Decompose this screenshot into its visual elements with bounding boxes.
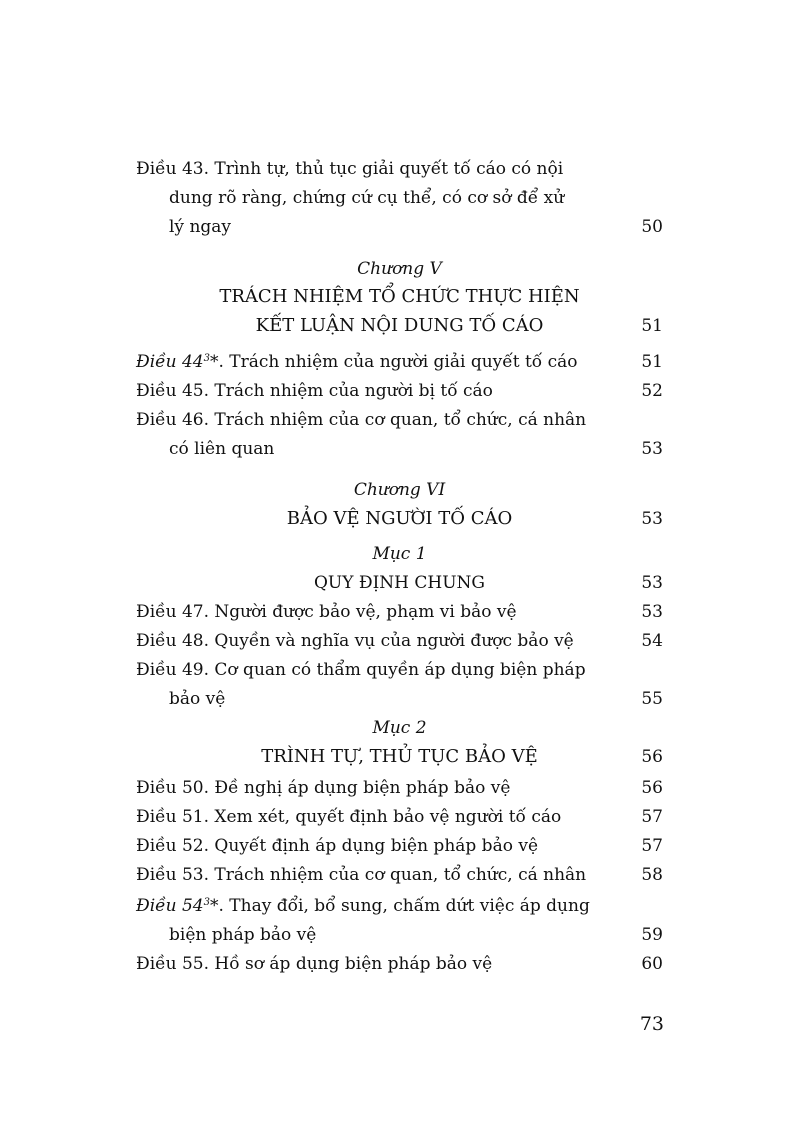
toc-entry-text [136, 348, 578, 376]
toc-entry-text: Điều 52. Quyết định áp dụng biện pháp bảo vệ [136, 836, 539, 856]
article-title: . Thay đổi, bổ sung, chấm dứt việc áp dụng [218, 896, 590, 916]
section-title-text: QUY ĐỊNH CHUNG [313, 573, 486, 593]
chapter-title-text: BẢO VỆ NGƯỜI TỐ CÁO [286, 508, 513, 529]
toc-entry-text: Điều 47. Người được bảo vệ, phạm vi bảo vệ [136, 602, 517, 622]
toc-page-number: 57 [641, 836, 663, 856]
footnote-marker: 3 [203, 353, 210, 364]
toc-entry-text: có liên quan [169, 439, 275, 459]
article-prefix: Điều 54 [136, 896, 204, 916]
toc-page-number: 54 [641, 631, 663, 651]
toc-entry-text: Điều 50. Đề nghị áp dụng biện pháp bảo vệ [136, 778, 511, 798]
toc-page-number: 55 [641, 689, 663, 709]
toc-page-number: 59 [641, 925, 663, 945]
article-prefix: Điều 44 [136, 352, 204, 372]
toc-entry-text: Điều 49. Cơ quan có thẩm quyền áp dụng biện pháp [136, 660, 586, 680]
amendment-marker: * [209, 896, 219, 916]
toc-entry-text: lý ngay [169, 217, 232, 237]
toc-page-number: 53 [641, 439, 663, 459]
section-label-text: Mục 1 [372, 544, 427, 564]
toc-entry-text: Điều 53. Trách nhiệm của cơ quan, tổ chức, cá nhân [136, 865, 587, 885]
toc-entry-text [136, 892, 590, 920]
chapter-title-text: TRÁCH NHIỆM TỔ CHỨC THỰC HIỆN [219, 286, 580, 307]
toc-entry-text: bảo vệ [169, 689, 226, 709]
toc-entry-text: Điều 45. Trách nhiệm của người bị tố cáo [136, 381, 493, 401]
toc-page-number: 53 [641, 573, 663, 593]
amendment-marker: * [209, 352, 219, 372]
toc-entry-text: dung rõ ràng, chứng cứ cụ thể, có cơ sở để xử [169, 188, 565, 208]
toc-entry-text: Điều 46. Trách nhiệm của cơ quan, tổ chức, cá nhân [136, 410, 587, 430]
toc-page-number: 56 [641, 747, 663, 767]
section-label-text: Mục 2 [372, 718, 427, 738]
footnote-marker: 3 [203, 897, 210, 908]
toc-page-number: 60 [641, 954, 663, 974]
toc-entry-text: Điều 48. Quyền và nghĩa vụ của người được bảo vệ [136, 631, 574, 651]
chapter-label-text: Chương V [357, 259, 442, 279]
section-title-text: TRÌNH TỰ, THỦ TỤC BẢO VỆ [261, 746, 538, 767]
toc-entry-text: Điều 55. Hồ sơ áp dụng biện pháp bảo vệ [136, 954, 493, 974]
toc-page-number: 53 [641, 602, 663, 622]
toc-page-number: 50 [641, 217, 663, 237]
toc-page-number: 53 [641, 509, 663, 529]
toc-entry-text: biện pháp bảo vệ [169, 925, 317, 945]
toc-page-number: 51 [641, 316, 663, 336]
toc-page-number: 58 [641, 865, 663, 885]
toc-entry-text: Điều 43. Trình tự, thủ tục giải quyết tố cáo có nội [136, 159, 564, 179]
toc-page-number: 52 [641, 381, 663, 401]
article-title: . Trách nhiệm của người giải quyết tố cáo [218, 352, 578, 372]
toc-entry-text: Điều 51. Xem xét, quyết định bảo vệ người tố cáo [136, 807, 562, 827]
toc-page-number: 51 [641, 352, 663, 372]
page-number: 73 [639, 1013, 664, 1035]
toc-page-number: 57 [641, 807, 663, 827]
toc-page-number: 56 [641, 778, 663, 798]
chapter-title-text: KẾT LUẬN NỘI DUNG TỐ CÁO [255, 315, 544, 336]
chapter-label-text: Chương VI [353, 480, 446, 500]
